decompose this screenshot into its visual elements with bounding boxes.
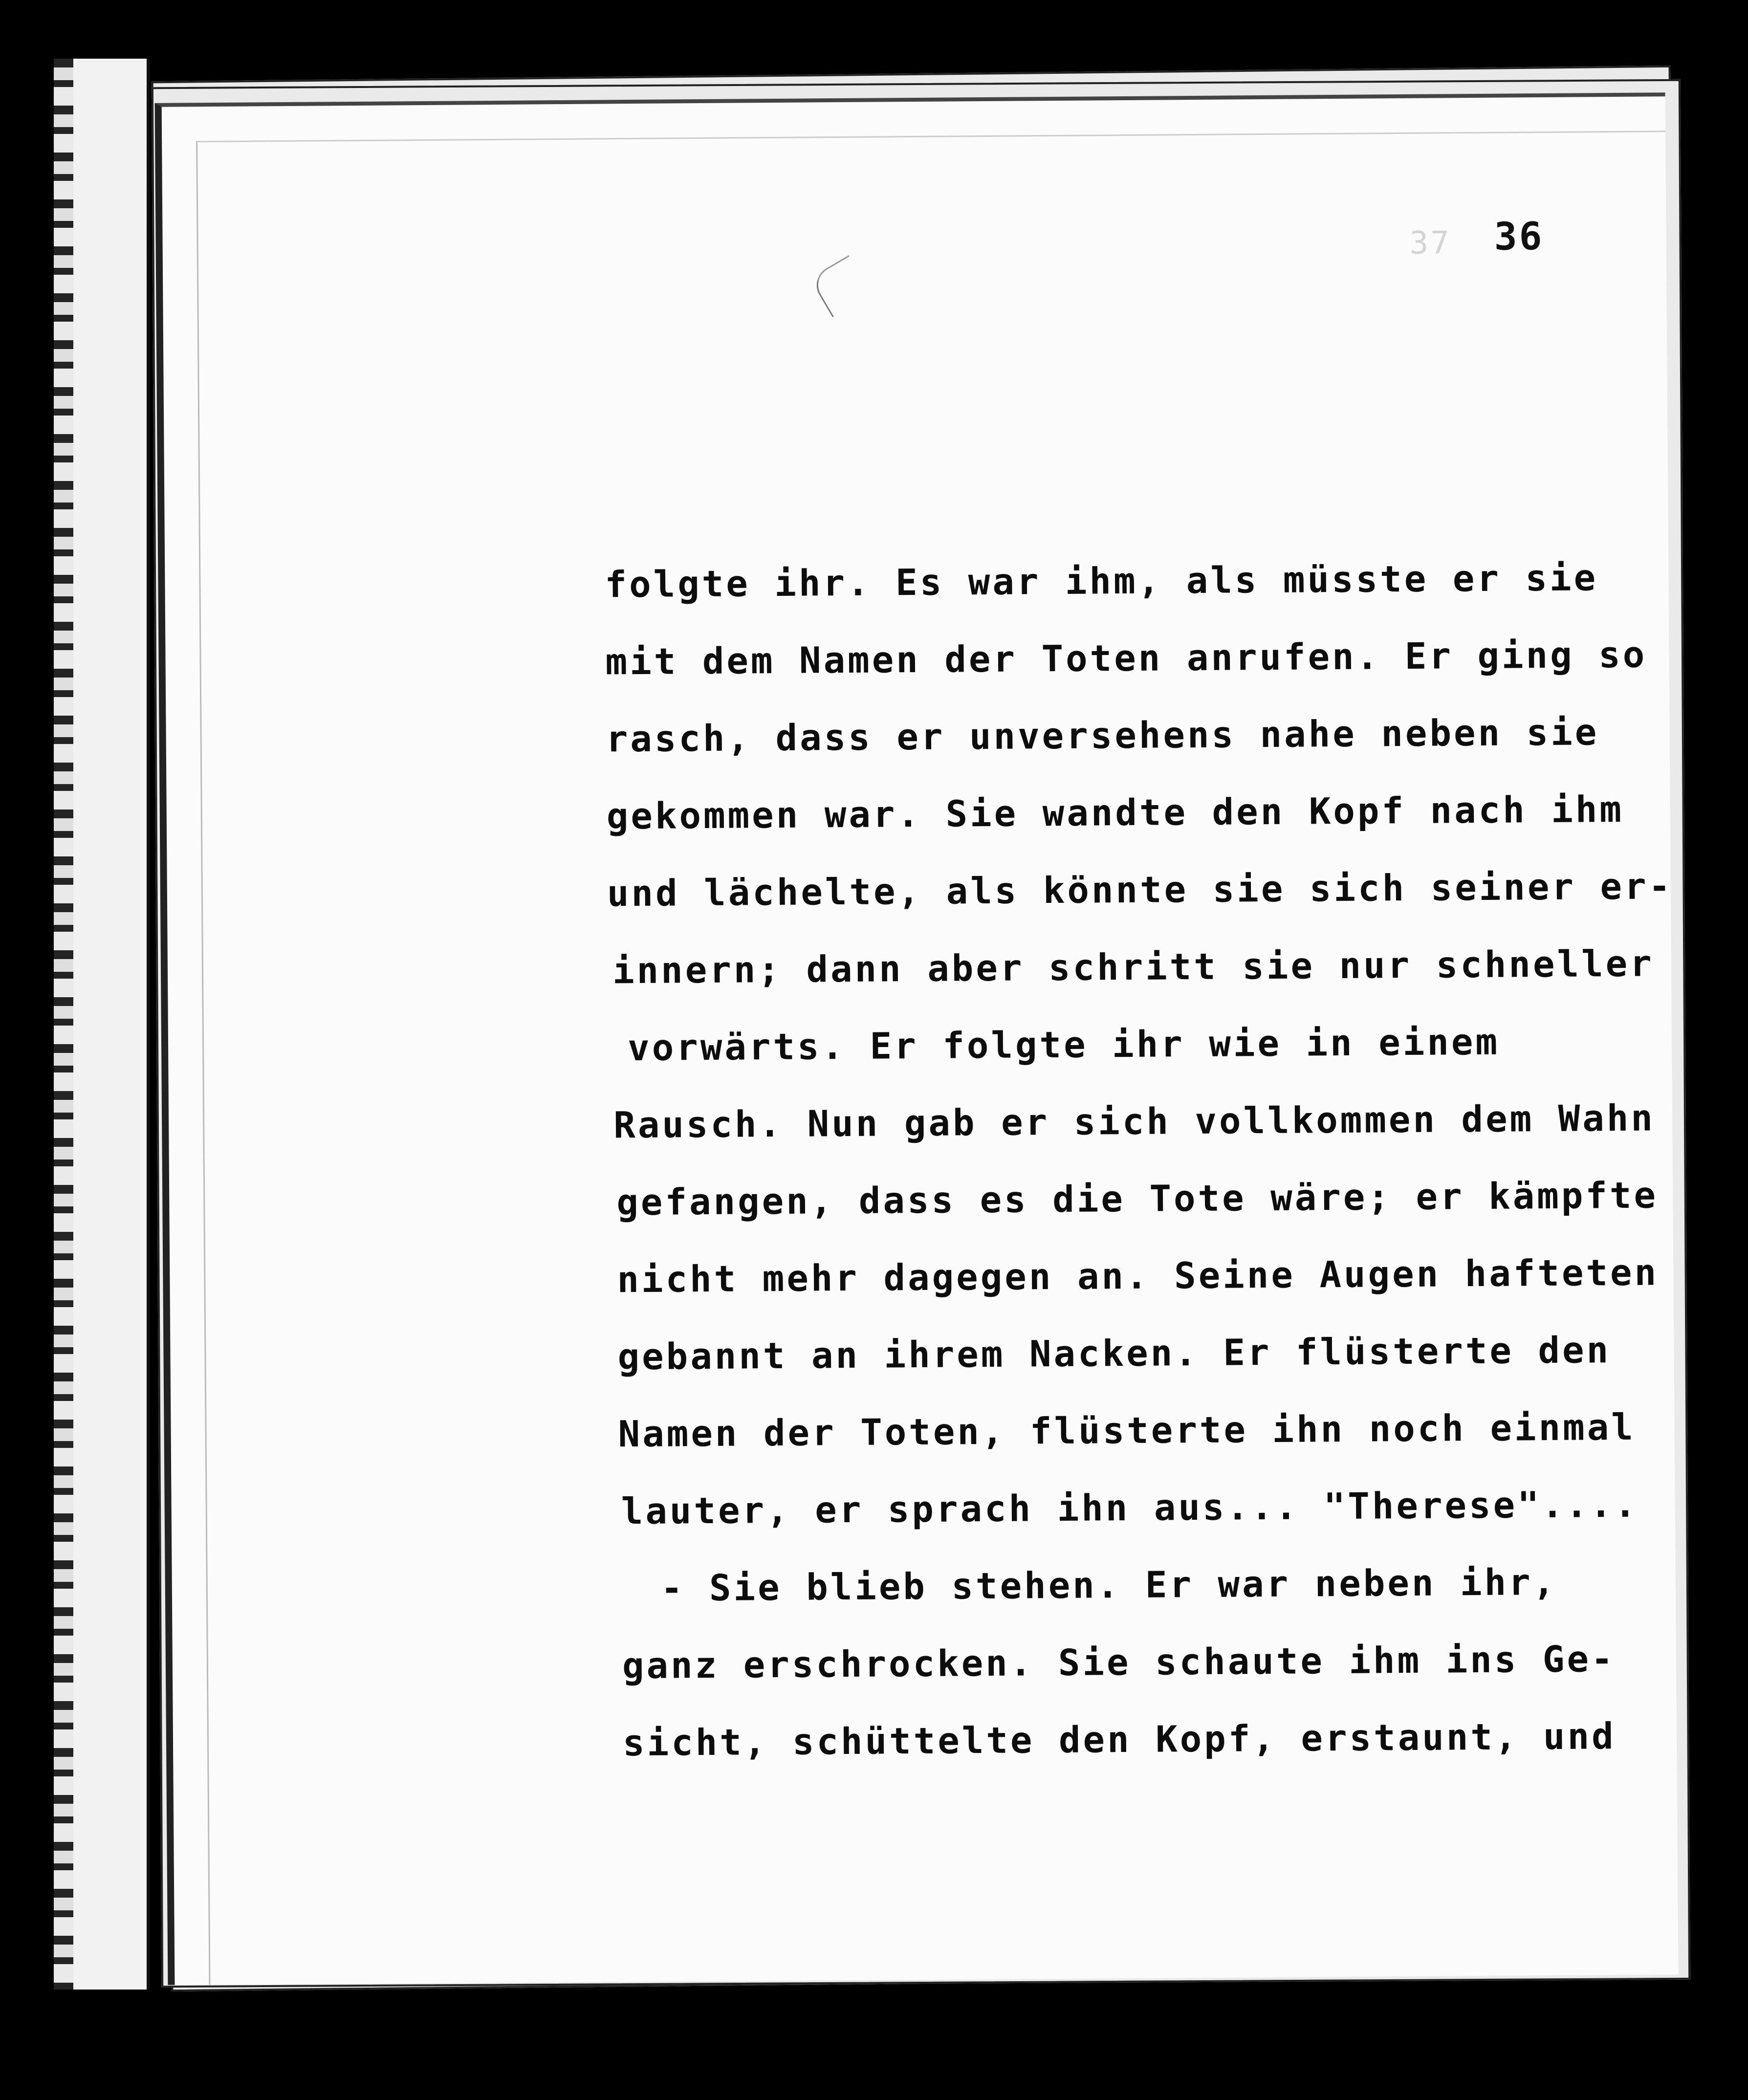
text-line: - Sie blieb stehen. Er war neben ihr, bbox=[660, 1561, 1557, 1610]
faint-page-number: 37 bbox=[1409, 225, 1451, 262]
text-line: sicht, schüttelte den Kopf, erstaunt, und bbox=[622, 1715, 1616, 1765]
text-line: innern; dann aber schritt sie nur schneller bbox=[612, 942, 1654, 992]
text-line: ganz erschrocken. Sie schaute ihm ins Ge- bbox=[622, 1638, 1616, 1687]
text-line: mit dem Namen der Toten anrufen. Er ging so bbox=[605, 634, 1647, 683]
text-line: Namen der Toten, flüsterte ihn noch einmal bbox=[618, 1406, 1636, 1456]
text-line: lauter, er sprach ihn aus... "Therese".... bbox=[621, 1483, 1639, 1533]
text-line: folgte ihr. Es war ihm, als müsste er sie bbox=[605, 557, 1598, 606]
page-number: 36 bbox=[1494, 215, 1544, 259]
text-line: rasch, dass er unversehens nahe neben sie bbox=[606, 711, 1599, 761]
text-line: gekommen war. Sie wandte den Kopf nach ihm bbox=[606, 788, 1624, 838]
text-line: gefangen, dass es die Tote wäre; er kämpfte bbox=[616, 1174, 1659, 1224]
underlying-pages-edge bbox=[54, 59, 150, 1990]
text-line: nicht mehr dagegen an. Seine Augen hafteten bbox=[617, 1251, 1659, 1301]
text-line: Rausch. Nun gab er sich vollkommen dem Wahn bbox=[613, 1097, 1656, 1147]
text-line: vorwärts. Er folgte ihr wie in einem bbox=[627, 1021, 1500, 1070]
typewritten-page bbox=[155, 92, 1679, 1985]
body-text bbox=[605, 538, 1748, 1782]
text-line: gebannt an ihrem Nacken. Er flüsterte den bbox=[617, 1329, 1611, 1378]
text-line: und lächelte, als könnte sie sich seiner er- bbox=[607, 865, 1673, 915]
